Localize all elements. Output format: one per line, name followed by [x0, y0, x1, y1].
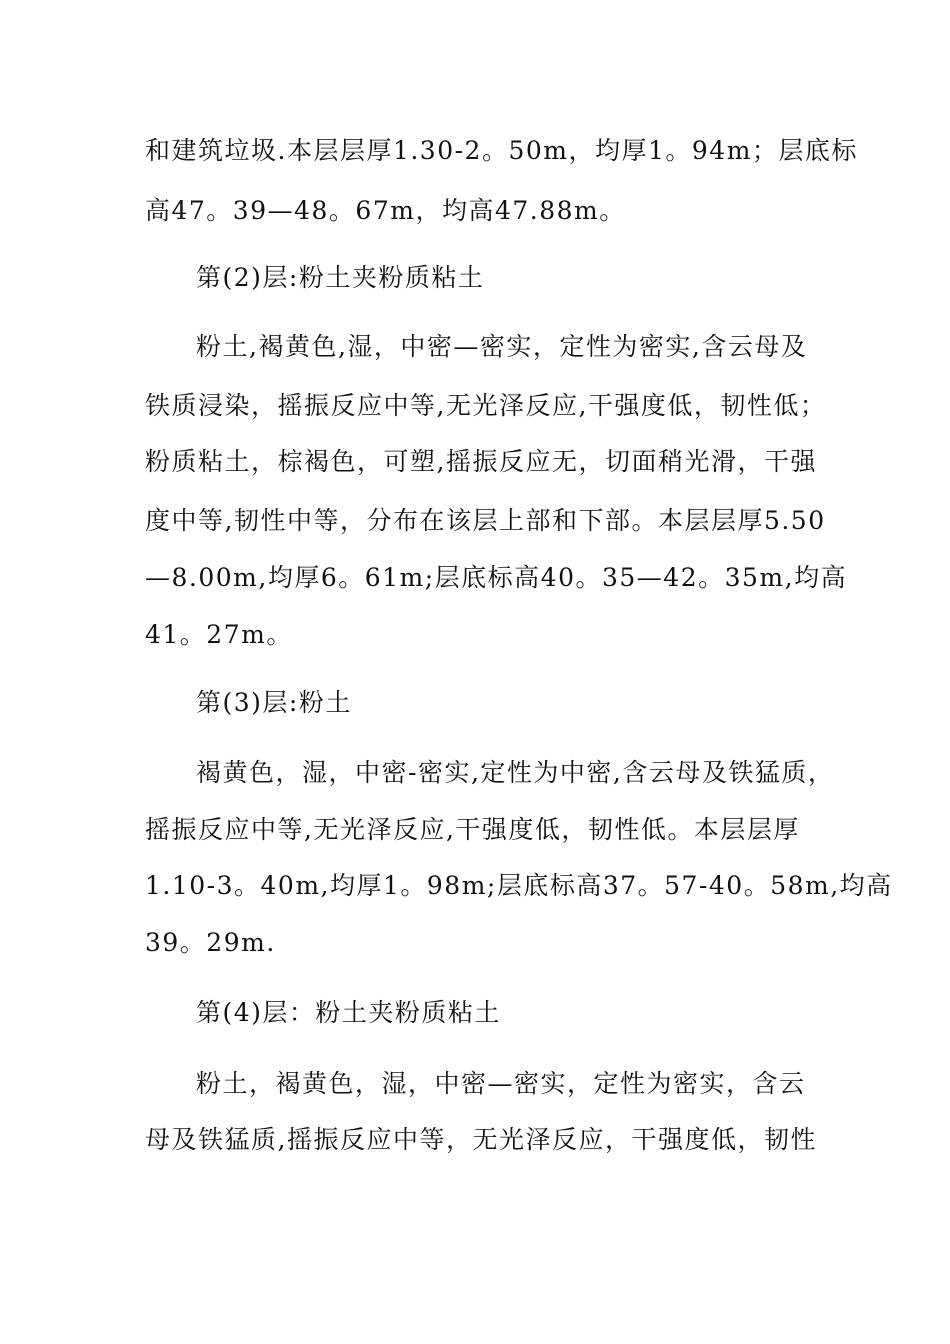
text-line: 粉土，褐黄色，湿，中密—密实，定性为密实，含云 [196, 1069, 806, 1098]
text-line: —8.00m,均厚6。61m;层底标高40。35—42。35m,均高 [145, 563, 848, 592]
text-line: 41。27m。 [145, 620, 293, 649]
text-line: 粉土,褐黄色,湿，中密—密实，定性为密实,含云母及 [196, 332, 808, 361]
text-line: 39。29m. [145, 928, 276, 957]
text-line: 褐黄色，湿，中密-密实,定性为中密,含云母及铁猛质， [196, 758, 835, 787]
text-line: 和建筑垃圾.本层层厚1.30-2。50m，均厚1。94m；层底标 [145, 136, 858, 165]
text-line: 摇振反应中等,无光泽反应,干强度低，韧性低。本层层厚 [145, 815, 800, 844]
section-heading-layer-4: 第(4)层：粉土夹粉质粘土 [196, 998, 501, 1027]
text-line: 1.10-3。40m,均厚1。98m;层底标高37。57-40。58m,均高 [145, 871, 893, 900]
section-heading-layer-3: 第(3)层:粉土 [196, 688, 352, 717]
text-line: 高47。39—48。67m，均高47.88m。 [145, 196, 626, 225]
section-heading-layer-2: 第(2)层:粉土夹粉质粘土 [196, 263, 485, 292]
text-line: 粉质粘土，棕褐色，可塑,摇振反应无，切面稍光滑，干强 [145, 447, 817, 476]
text-line: 母及铁猛质,摇振反应中等，无光泽反应，干强度低，韧性 [145, 1125, 817, 1154]
text-line: 铁质浸染，摇振反应中等,无光泽反应,干强度低，韧性低； [145, 391, 827, 420]
text-line: 度中等,韧性中等，分布在该层上部和下部。本层层厚5.50 [145, 506, 826, 535]
